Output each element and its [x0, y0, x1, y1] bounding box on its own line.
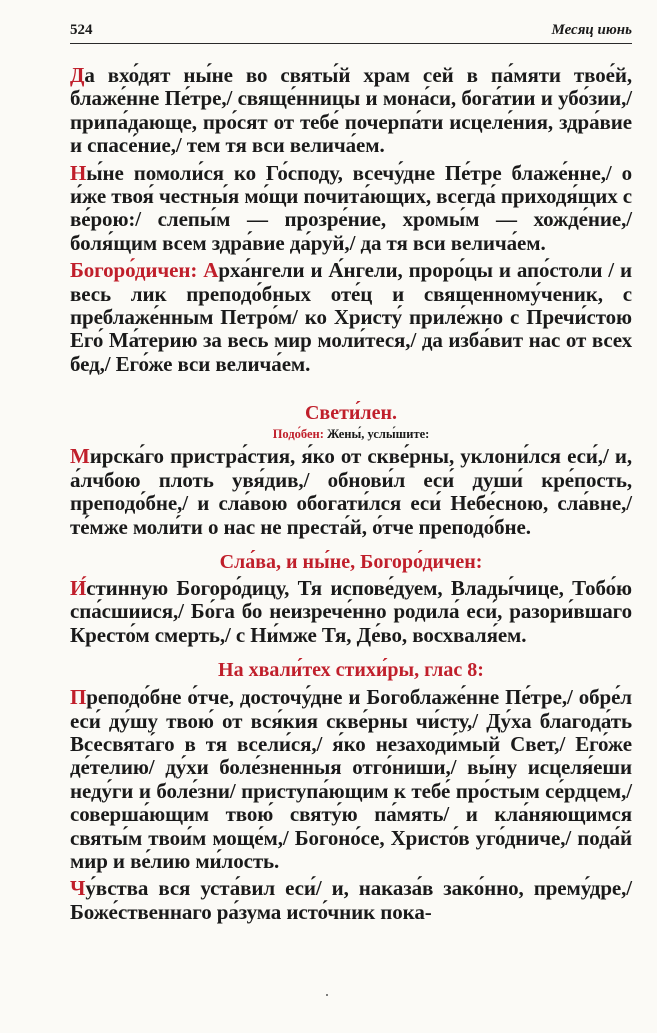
lauds-verse-2	[70, 877, 632, 924]
rubric-label: Богоро́дичен:	[70, 258, 198, 283]
podoben-line	[70, 427, 632, 442]
verse-text: стинную Богоро́дицу, Тя испове́дуем, Влады́чице, Тобо́ю спа́сшиися,/ Бо́га бо неизрече́нно родила́ еси́, разори́вшаго Кресто́м смерть,/ с Ни́мже Тя, Де́во, восхваля́ем.	[70, 575, 632, 647]
podoben-label: Подо́бен:	[272, 427, 324, 442]
verse-text: реподо́бне о́тче, досточу́дне и Богоблаже́нне Пе́тре,/ обре́л еси́ ду́шу твою́ от вся́кия скве́рны чи́сту,/ Ду́ха благода́ть Всесвята́го в тя всели́ся,/ я́ко незаходи́мый Свет,/ Его́же де́телию/ ду́хи боле́зненныя отго́ниши,/ вы́ну исцеля́еши неду́ги и боле́зни/ приступа́ющим к тебе́ про́стым се́рдцем,/ соверша́ющим твою́ святу́ю па́мять/ и кла́няющимся святы́м твои́м моще́м,/ Богоно́се, Христо́в уго́дниче,/ пода́й мир и ве́лию ми́лость.	[70, 685, 632, 873]
drop-initial: Д	[70, 63, 85, 87]
drop-initial: П	[70, 685, 87, 710]
drop-initial: А	[203, 258, 219, 283]
verse-text: рха́нгели и А́нгели, проро́цы и апо́столи / и весь лик преподо́бных оте́ц и священному́ченик, с преблаже́нным Петро́м/ ко Христу́ приле́жно с Пречи́стою Его́ Ма́терию за весь мир моли́теся,/ да изба́вит нас от всех бед,/ Его́же вси велича́ем.	[70, 258, 632, 376]
verse-text: у́вства вся уста́вил еси́/ и, наказа́в зако́нно, прему́дре,/ Боже́ственнаго ра́зума исто́чник пока-	[70, 876, 632, 924]
running-title: Месяц июнь	[551, 22, 632, 38]
theotokion-2-title: Сла́ва, и ны́не, Богоро́дичен:	[219, 550, 483, 573]
podoben-text: Жены́, услы́шите:	[327, 427, 430, 442]
exapostilarion-verse	[70, 445, 632, 539]
stichera-verse-1	[70, 64, 632, 158]
lauds-title: На хвали́тех стихи́ры, глас 8:	[218, 659, 484, 682]
page-body	[70, 64, 632, 924]
drop-initial: М	[70, 444, 90, 469]
exapostilarion-title: Свети́лен.	[304, 402, 398, 425]
drop-initial: И́	[70, 575, 87, 600]
lauds-verse-1	[70, 686, 632, 873]
stichera-verse-2	[70, 162, 632, 256]
verse-text: а вхо́дят ны́не во святы́й храм сей в па́мяти твое́й, блаже́нне Пе́тре,/ свяще́нницы и мона́си, бога́тии и убо́зии,/ припа́дающе, про́сят от тебе́ почерпа́ти исцеле́ния, здра́вие и спасе́ние,/ тем тя вси велича́ем.	[70, 63, 632, 158]
drop-initial: Ч	[70, 876, 86, 901]
page-header	[70, 22, 632, 44]
verse-text: ы́не помоли́ся ко Го́споду, всечу́дне Пе́тре блаже́нне,/ о и́же твоя́ честны́я мо́щи почита́ющих, всегда́ приходя́щих с ве́рою:/ слепы́м — прозре́ние, хромы́м — хожде́ние,/ боля́щим всем здра́вие да́руй,/ да тя вси велича́ем.	[70, 160, 632, 255]
page-number: 524	[70, 22, 93, 38]
theotokion-1	[70, 259, 632, 376]
print-speck	[326, 994, 328, 996]
verse-text: ирска́го пристра́стия, я́ко от скве́рны, уклони́лся еси́,/ и, а́лчбою плоть увя́див,/ обнови́л еси́ души́ кре́пость, преподо́бне,/ и сла́вою обогати́лся еси́ Небе́сною, сла́вне,/ те́мже моли́ти о нас не преста́й, о́тче преподо́бне.	[70, 444, 632, 539]
theotokion-2-verse	[70, 577, 632, 647]
drop-initial: Н	[70, 160, 87, 185]
